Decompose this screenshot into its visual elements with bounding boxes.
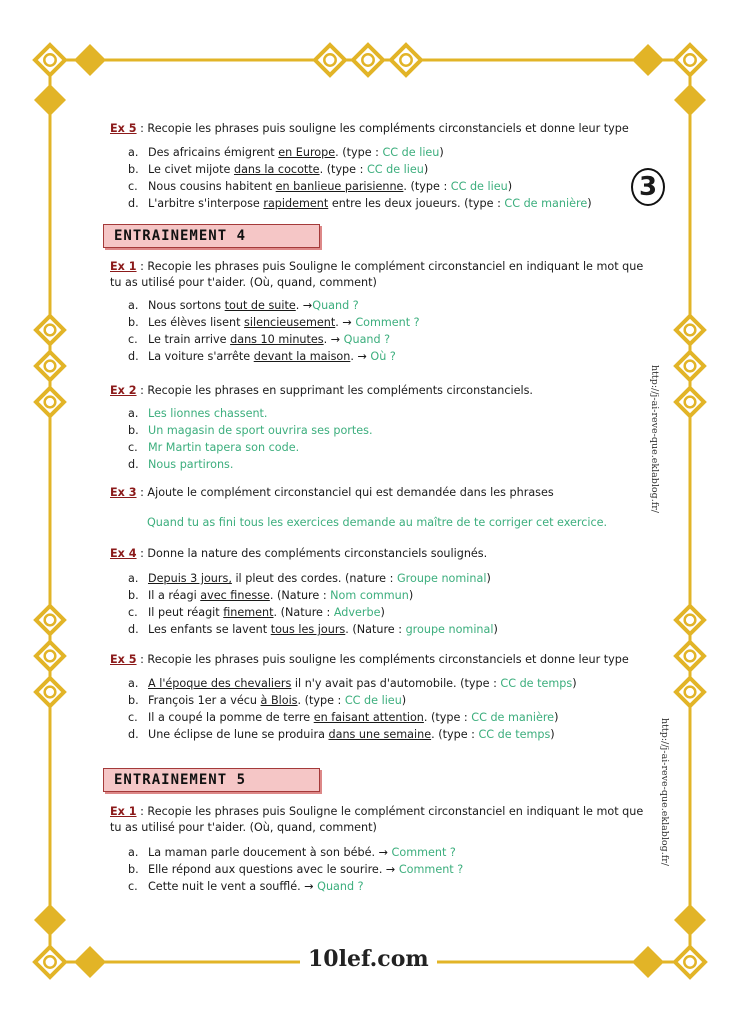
e4-ex1-item [128, 333, 390, 347]
item-text: ) [423, 163, 429, 176]
e4-ex5-item [128, 694, 406, 708]
top-ex5-item [128, 146, 444, 160]
item-letter: c. [128, 441, 138, 454]
underlined-complement: finement [223, 606, 274, 619]
item-letter: b. [128, 694, 139, 707]
item-letter: c. [128, 880, 138, 893]
item-text: Des africains émigrent [148, 146, 279, 159]
answer: CC de manière [471, 711, 555, 724]
item-text: Elle répond aux questions avec le sourire. → [148, 863, 399, 876]
banner-entrainement-5: ENTRAINEMENT 5 [103, 768, 320, 792]
item-text: Il a coupé la pomme de terre [148, 711, 314, 724]
underlined-complement: silencieusement [244, 316, 336, 329]
underlined-complement: tout de suite [224, 299, 296, 312]
item-text: . (type : [403, 180, 451, 193]
top-ex5-item [128, 180, 512, 194]
item-text: . (Nature : [273, 606, 334, 619]
item-text: . → [335, 316, 356, 329]
item-letter: a. [128, 677, 139, 690]
e4-ex5-item [128, 728, 555, 742]
answer: groupe nominal [405, 623, 494, 636]
underlined-complement: tous les jours [270, 623, 346, 636]
underlined-complement: A l'époque des chevaliers [148, 677, 292, 690]
item-text: . (type : [431, 728, 479, 741]
item-text: . → [295, 299, 313, 312]
answer: Comment ? [398, 863, 464, 876]
item-text: ) [401, 694, 407, 707]
item-text: . → [350, 350, 371, 363]
item-text: Le train arrive [148, 333, 231, 346]
item-text: Il peut réagit [148, 606, 224, 619]
e4-ex3-answer: Quand tu as fini tous les exercices demande au maître de te corriger cet exercice. [147, 516, 608, 529]
answer: CC de temps [478, 728, 551, 741]
item-text: . (Nature : [345, 623, 406, 636]
e4-ex4-item [128, 623, 498, 637]
e5-ex1-item [128, 846, 456, 860]
answer: Quand ? [343, 333, 391, 346]
item-letter: d. [128, 197, 139, 210]
footer-site: 10lef.com [300, 946, 437, 972]
item-text: ) [493, 623, 498, 636]
page-number-badge: 3 [631, 168, 665, 206]
top-ex5-item [128, 197, 592, 211]
banner-entrainement-4: ENTRAINEMENT 4 [103, 224, 320, 248]
item-letter: b. [128, 589, 139, 602]
item-text: Le civet mijote [148, 163, 234, 176]
e5-ex1-item [128, 880, 364, 894]
e4-ex2-item [128, 458, 233, 472]
item-text: ) [550, 728, 555, 741]
e5-ex1-instruction-2: tu as utilisé pour t'aider. (Où, quand, comment) [110, 821, 377, 834]
e4-ex2-instruction: Ex 2 : Recopie les phrases en supprimant les compléments circonstanciels. [110, 384, 533, 397]
e4-ex5-item [128, 711, 558, 725]
answer: CC de manière [504, 197, 588, 210]
item-text: François 1er a vécu [148, 694, 261, 707]
e4-ex2-item [128, 407, 267, 421]
answer: Quand ? [312, 299, 359, 312]
item-letter: d. [128, 458, 139, 471]
item-letter: a. [128, 407, 139, 420]
item-text: ) [507, 180, 513, 193]
answer: Comment ? [355, 316, 420, 329]
item-text: . (type : [335, 146, 383, 159]
item-text: L'arbitre s'interpose [148, 197, 264, 210]
answer: Groupe nominal [396, 572, 487, 585]
item-letter: a. [128, 846, 139, 859]
e4-ex4-instruction: Ex 4 : Donne la nature des compléments circonstanciels soulignés. [110, 547, 488, 560]
item-text: ) [408, 589, 414, 602]
item-letter: b. [128, 163, 139, 176]
item-text: . (type : [423, 711, 472, 724]
e5-ex1-item [128, 863, 463, 877]
item-text: il pleut des cordes. (nature : [231, 572, 397, 585]
e4-ex1-item [128, 316, 420, 330]
item-letter: b. [128, 424, 139, 437]
item-letter: c. [128, 606, 138, 619]
underlined-complement: avec finesse [200, 589, 270, 602]
item-letter: c. [128, 711, 138, 724]
e4-ex5-instruction: Ex 5 : Recopie les phrases puis souligne les compléments circonstanciels et donne leur type [110, 653, 629, 666]
item-letter: b. [128, 863, 139, 876]
e4-ex5-item [128, 677, 577, 691]
underlined-complement: dans la cocotte [233, 163, 320, 176]
answer: Mr Martin tapera son code. [148, 441, 300, 454]
e4-ex4-item [128, 572, 491, 586]
item-text: Nous cousins habitent [148, 180, 276, 193]
item-text: Une éclipse de lune se produira [148, 728, 329, 741]
answer: CC de lieu [366, 163, 424, 176]
item-text: . (Nature : [269, 589, 331, 602]
underlined-complement: dans une semaine [328, 728, 432, 741]
e4-ex2-item [128, 441, 299, 455]
underlined-complement: en banlieue parisienne [275, 180, 404, 193]
e4-ex2-item [128, 424, 373, 438]
e4-ex4-item [128, 589, 413, 603]
item-text: . → [323, 333, 344, 346]
e4-ex1-item [128, 299, 359, 313]
item-text: ) [486, 572, 491, 585]
item-text: il n'y avait pas d'automobile. (type : [291, 677, 501, 690]
underlined-complement: rapidement [263, 197, 329, 210]
item-text: ) [380, 606, 385, 619]
item-text: ) [587, 197, 592, 210]
answer: Nom commun [330, 589, 409, 602]
item-text: La voiture s'arrête [148, 350, 254, 363]
answer: Où ? [370, 350, 396, 363]
answer: CC de lieu [382, 146, 440, 159]
e5-ex1-instruction: Ex 1 : Recopie les phrases puis Souligne le complément circonstanciel en indiquant le mot que [110, 805, 644, 818]
answer: Adverbe [333, 606, 381, 619]
item-letter: d. [128, 623, 139, 636]
answer: Quand ? [317, 880, 364, 893]
underlined-complement: devant la maison [253, 350, 351, 363]
underlined-complement: dans 10 minutes [230, 333, 324, 346]
item-text: La maman parle doucement à son bébé. → [148, 846, 392, 859]
top-ex5-item [128, 163, 428, 177]
answer: CC de lieu [450, 180, 508, 193]
item-letter: c. [128, 180, 138, 193]
e4-ex1-item [128, 350, 396, 364]
e4-ex4-item [128, 606, 385, 620]
e4-ex3-instruction: Ex 3 : Ajoute le complément circonstanciel qui est demandée dans les phrases [110, 486, 554, 499]
item-text: . (type : [319, 163, 367, 176]
answer: Un magasin de sport ouvrira ses portes. [148, 424, 373, 437]
item-text: Les élèves lisent [148, 316, 245, 329]
item-letter: c. [128, 333, 138, 346]
side-url-1: http://j-ai-reve-que.eklablog.fr/ [649, 365, 660, 513]
underlined-complement: en Europe [278, 146, 336, 159]
item-text: Il a réagi [148, 589, 201, 602]
item-text: Les enfants se lavent [148, 623, 271, 636]
item-text: ) [572, 677, 577, 690]
answer: Les lionnes chassent. [148, 407, 268, 420]
top-ex5-instruction: Ex 5 : Recopie les phrases puis souligne les compléments circonstanciels et donne leur type [110, 122, 629, 135]
e4-ex1-instruction-2: tu as utilisé pour t'aider. (Où, quand, comment) [110, 276, 377, 289]
answer: CC de temps [500, 677, 573, 690]
answer: Nous partirons. [148, 458, 234, 471]
answer: Comment ? [391, 846, 456, 859]
item-letter: d. [128, 728, 139, 741]
underlined-complement: à Blois [260, 694, 298, 707]
item-letter: a. [128, 146, 139, 159]
item-letter: d. [128, 350, 139, 363]
item-letter: a. [128, 299, 139, 312]
item-letter: a. [128, 572, 139, 585]
underlined-complement: en faisant attention [313, 711, 424, 724]
item-text: Cette nuit le vent a soufflé. → [148, 880, 318, 893]
item-text: ) [439, 146, 444, 159]
item-text: entre les deux joueurs. (type : [328, 197, 505, 210]
underlined-complement: Depuis 3 jours, [148, 572, 232, 585]
side-url-2: http://j-ai-reve-que.eklablog.fr/ [659, 718, 670, 866]
item-letter: b. [128, 316, 139, 329]
e4-ex1-instruction: Ex 1 : Recopie les phrases puis Souligne le complément circonstanciel en indiquant le mot que [110, 260, 644, 273]
item-text: ) [554, 711, 559, 724]
answer: CC de lieu [344, 694, 402, 707]
item-text: . (type : [297, 694, 345, 707]
item-text: Nous sortons [148, 299, 225, 312]
